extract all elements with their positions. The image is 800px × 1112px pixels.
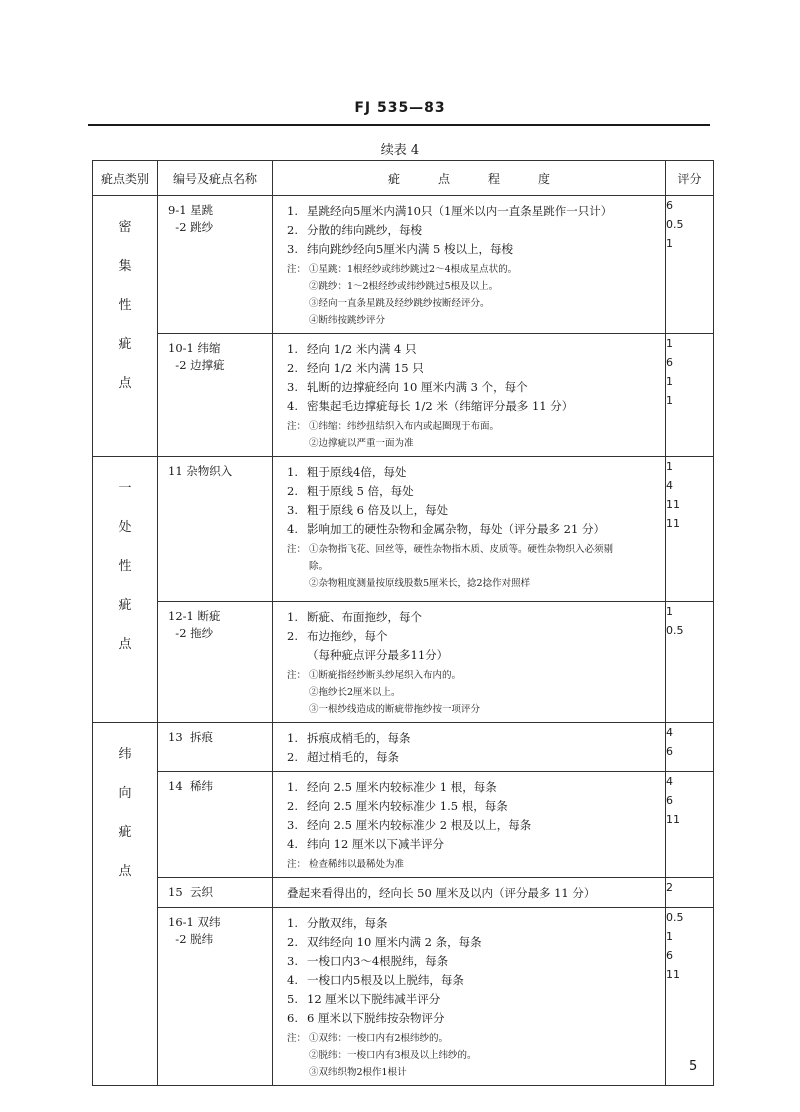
item-text: 断疵、布面拖纱，每个 [307,610,422,624]
score-cell [666,196,714,334]
item-number: 1. [287,916,298,930]
degree-item [287,627,661,646]
item-number: 1. [287,204,298,218]
item-number: 2. [287,750,298,764]
degree-item [287,202,661,221]
defect-name [158,723,272,746]
score-value: 11 [666,517,680,530]
score-value: 6 [666,949,673,962]
note-text: ③经向一直条星跳及经纱跳纱按断经评分。 [309,298,490,309]
degree-item [287,914,661,933]
item-text: 粗于原线 5 倍，每处 [307,484,414,498]
category-char: 疵 [118,598,132,613]
score-value: 6 [666,794,673,807]
score-value: 11 [666,813,680,826]
note-prefix [287,684,309,701]
score-cell [666,723,714,772]
notes-block [287,1030,661,1081]
score-cell [666,334,714,457]
note-line [287,1064,661,1081]
defect-name [158,908,272,948]
score-value: 6 [666,745,673,758]
item-number: 2. [287,799,298,813]
note-text: ①纬缩：纬纱扭结织入布内或起圈现于布面。 [309,421,500,432]
degree-item [287,501,661,520]
degree-item [287,952,661,971]
note-prefix [287,1064,309,1081]
category-char: 疵 [118,337,132,352]
score-value: 1 [666,394,673,407]
item-text: 粗于原线4倍，每处 [307,465,407,479]
item-text: 影响加工的硬性杂物和金属杂物，每处（评分最多 21 分） [307,522,605,536]
item-number: 2. [287,361,298,375]
defect-name [158,457,272,480]
note-line [287,541,661,558]
category-char: 疵 [118,825,132,840]
item-text: 分散的纬向跳纱，每梭 [307,223,422,237]
note-prefix [287,1047,309,1064]
note-line [287,684,661,701]
defect-name [158,334,272,374]
score-value: 0.5 [666,911,684,924]
note-line [287,1030,661,1047]
note-line [287,435,661,452]
note-prefix: 注： [287,1033,307,1044]
table-row [93,908,714,1086]
col-header-category: 疵点类别 [93,161,158,196]
category-label [93,216,157,391]
score-value: 6 [666,199,673,212]
defect-name-line: 13 拆痕 [168,730,213,744]
note-text: ④断纬按跳纱评分 [309,315,386,326]
note-line [287,418,661,435]
note-text: ②脱纬：一梭口内有3根及以上纬纱的。 [309,1050,477,1061]
note-prefix: 注： [287,859,307,870]
item-number: 4. [287,837,298,851]
note-line [287,701,661,718]
defect-name-cell [158,196,273,334]
defect-name-line: 14 稀纬 [168,779,213,793]
degree-item [287,729,661,748]
note-prefix: 注： [287,544,307,555]
notes-block [287,541,661,592]
note-prefix [287,312,309,329]
item-number: 5. [287,992,298,1006]
item-text: 经向 2.5 厘米内较标准少 2 根及以上，每条 [307,818,532,832]
degree-content [273,908,665,1085]
note-prefix: 注： [287,670,307,681]
table-row [93,602,714,723]
defect-name-cell [158,772,273,878]
item-text: 经向 2.5 厘米内较标准少 1 根，每条 [307,780,497,794]
defect-name-line: -2 边撑疵 [168,358,225,372]
page-number: 5 [689,1059,698,1074]
item-number: 2. [287,484,298,498]
degree-content [273,772,665,877]
degree-item [287,378,661,397]
score-value: 4 [666,775,673,788]
category-char: 密 [118,220,132,235]
item-text: 经向 2.5 厘米内较标准少 1.5 根，每条 [307,799,508,813]
degree-item [287,608,661,627]
item-text: 经向 1/2 米内满 15 只 [307,361,424,375]
standard-code: FJ 535—83 [354,100,446,116]
degree-cell [273,457,666,602]
note-text: ③双纬织物2根作1根计 [309,1067,407,1078]
score-value: 1 [666,605,673,618]
item-number: 3. [287,818,298,832]
col-header-defect: 编号及疵点名称 [158,161,273,196]
score-value: 2 [666,881,673,894]
defect-name [158,772,272,795]
note-line [287,667,661,684]
degree-item [287,933,661,952]
item-number: 1. [287,780,298,794]
note-text: ②跳纱：1～2根经纱或纬纱跳过5根及以上。 [309,281,499,292]
item-number: 2. [287,223,298,237]
category-char: 集 [118,259,132,274]
degree-item [287,990,661,1009]
table-header-row [93,161,714,196]
notes-block [287,667,661,718]
item-number: 1. [287,731,298,745]
defect-name-line: 15 云织 [168,885,213,899]
note-text: 除。 [309,561,329,572]
defect-name-line: 10-1 纬缩 [168,341,221,355]
table-row [93,334,714,457]
note-line [287,558,661,575]
defect-scoring-table [92,160,714,1086]
score-value: 1 [666,375,673,388]
note-text: ②边撑疵以严重一面为准 [309,438,414,449]
degree-item [287,359,661,378]
defect-name [158,878,272,901]
item-text: 粗于原线 6 倍及以上，每处 [307,503,449,517]
item-text: 分散双纬，每条 [307,916,388,930]
degree-cell [273,602,666,723]
item-text: 纬向 12 厘米以下减半评分 [307,837,444,851]
defect-name-line: 12-1 断疵 [168,609,221,623]
note-prefix: 注： [287,421,307,432]
note-line [287,856,661,873]
category-char: 向 [118,786,132,801]
degree-item [287,240,661,259]
score-cell [666,457,714,602]
defect-name-cell [158,334,273,457]
category-cell [93,196,158,457]
degree-item [287,778,661,797]
score-value: 6 [666,356,673,369]
score-value: 11 [666,498,680,511]
item-text: 双纬经向 10 厘米内满 2 条，每条 [307,935,482,949]
note-text: 检查稀纬以最稀处为准 [309,859,405,870]
defect-name [158,602,272,642]
item-number: 1. [287,342,298,356]
item-number: 2. [287,935,298,949]
score-value: 0.5 [666,624,684,637]
item-number: 4. [287,973,298,987]
item-number: 1. [287,610,298,624]
defect-name-cell [158,602,273,723]
score-cell [666,772,714,878]
item-number: 4. [287,522,298,536]
note-line [287,575,661,592]
degree-cell [273,908,666,1086]
defect-name-cell [158,878,273,908]
item-number: 4. [287,399,298,413]
degree-cell [273,723,666,772]
item-text: 经向 1/2 米内满 4 只 [307,342,417,356]
category-cell [93,457,158,723]
note-text: ①双纬：一梭口内有2根纬纱的。 [309,1033,449,1044]
item-text: 纬向跳纱经向5厘米内满 5 梭以上，每梭 [307,242,513,256]
item-number: 3. [287,242,298,256]
table-title: 续表 4 [380,143,420,158]
degree-item [287,221,661,240]
degree-item [287,816,661,835]
category-char: 一 [118,481,132,496]
degree-cell [273,334,666,457]
notes-block [287,418,661,452]
table-row [93,196,714,334]
note-line [287,278,661,295]
item-text: 12 厘米以下脱纬减半评分 [307,992,441,1006]
category-label [93,477,157,652]
category-label [93,743,157,879]
category-char: 性 [118,559,132,574]
score-value: 1 [666,460,673,473]
table-body [93,196,714,1086]
degree-item [287,835,661,854]
defect-name-cell [158,908,273,1086]
note-prefix [287,575,309,592]
score-value: 1 [666,930,673,943]
defect-name-line: -2 跳纱 [168,220,214,234]
col-header-score: 评分 [666,161,714,196]
score-value: 11 [666,968,680,981]
category-char: 处 [118,520,132,535]
defect-name-line: -2 拖纱 [168,626,214,640]
item-number: 3. [287,954,298,968]
defect-name-line: 11 杂物织入 [168,464,233,478]
item-text: 一梭口内3～4根脱纬，每条 [307,954,449,968]
category-char: 点 [118,864,132,879]
defect-name-line: 16-1 双纬 [168,915,221,929]
defect-name-line: 9-1 星跳 [168,203,214,217]
table-row [93,723,714,772]
item-text: 密集起毛边撑疵每长 1/2 米（纬缩评分最多 11 分） [307,399,574,413]
note-line [287,312,661,329]
degree-content [273,457,665,596]
defect-name-cell [158,723,273,772]
note-line [287,1047,661,1064]
note-text: ①杂物指飞花、回丝等，硬性杂物指木质、皮质等。硬性杂物织入必须剔 [309,544,614,555]
degree-content [273,878,665,907]
item-text: 星跳经向5厘米内满10只（1厘米以内一直条星跳作一只计） [307,204,613,218]
item-number: 3. [287,503,298,517]
note-text: ②杂物粗度测量按原线股数5厘米长，捻2捻作对照样 [309,578,531,589]
degree-cell [273,878,666,908]
note-line [287,261,661,278]
note-text: ①断疵指经纱断头纱尾织入布内的。 [309,670,462,681]
item-text: 超过梢毛的，每条 [307,750,399,764]
score-value: 0.5 [666,218,684,231]
item-text: 拆痕成梢毛的，每条 [307,731,411,745]
degree-item [287,646,661,665]
note-prefix: 注： [287,264,307,275]
category-cell [93,723,158,1086]
degree-item [287,1009,661,1028]
item-number [287,646,307,665]
degree-content [273,334,665,456]
score-value: 1 [666,237,673,250]
col-header-degree: 疵点程度 [273,161,666,196]
category-char: 点 [118,376,132,391]
degree-cell [273,772,666,878]
degree-item [287,748,661,767]
score-cell [666,878,714,908]
table-row [93,878,714,908]
category-char: 点 [118,637,132,652]
score-value: 1 [666,337,673,350]
item-number: 6. [287,1011,298,1025]
item-number: 1. [287,465,298,479]
degree-item [287,340,661,359]
table-row [93,772,714,878]
degree-item [287,971,661,990]
note-prefix [287,701,309,718]
note-prefix [287,435,309,452]
category-char: 纬 [118,747,132,762]
notes-block [287,856,661,873]
note-prefix [287,278,309,295]
header-rule [88,124,710,126]
item-text: （每种疵点评分最多11分） [307,648,449,662]
table-row [93,457,714,602]
degree-item [287,482,661,501]
note-text: ③一根纱线造成的断疵带拖纱按一项评分 [309,704,481,715]
note-line [287,295,661,312]
note-text: ②拖纱长2厘米以上。 [309,687,401,698]
score-value: 4 [666,726,673,739]
degree-item [287,397,661,416]
score-cell [666,602,714,723]
item-number: 3. [287,380,298,394]
score-value: 4 [666,479,673,492]
defect-name-cell [158,457,273,602]
degree-cell [273,196,666,334]
item-text: 6 厘米以下脱纬按杂物评分 [307,1011,445,1025]
degree-content [273,196,665,333]
degree-item [287,797,661,816]
item-number: 2. [287,629,298,643]
notes-block [287,261,661,329]
degree-text: 叠起来看得出的，经向长 50 厘米及以内（评分最多 11 分） [287,886,596,900]
item-text: 轧断的边撑疵经向 10 厘米内满 3 个，每个 [307,380,528,394]
degree-content [273,723,665,771]
defect-name-line: -2 脱纬 [168,932,214,946]
note-prefix [287,295,309,312]
category-char: 性 [118,298,132,313]
degree-content [273,602,665,722]
item-text: 布边拖纱，每个 [307,629,388,643]
defect-name [158,196,272,236]
degree-item [287,520,661,539]
note-text: ①星跳：1根经纱或纬纱跳过2～4根成星点状的。 [309,264,518,275]
degree-item [287,463,661,482]
item-text: 一梭口内5根及以上脱纬，每条 [307,973,464,987]
